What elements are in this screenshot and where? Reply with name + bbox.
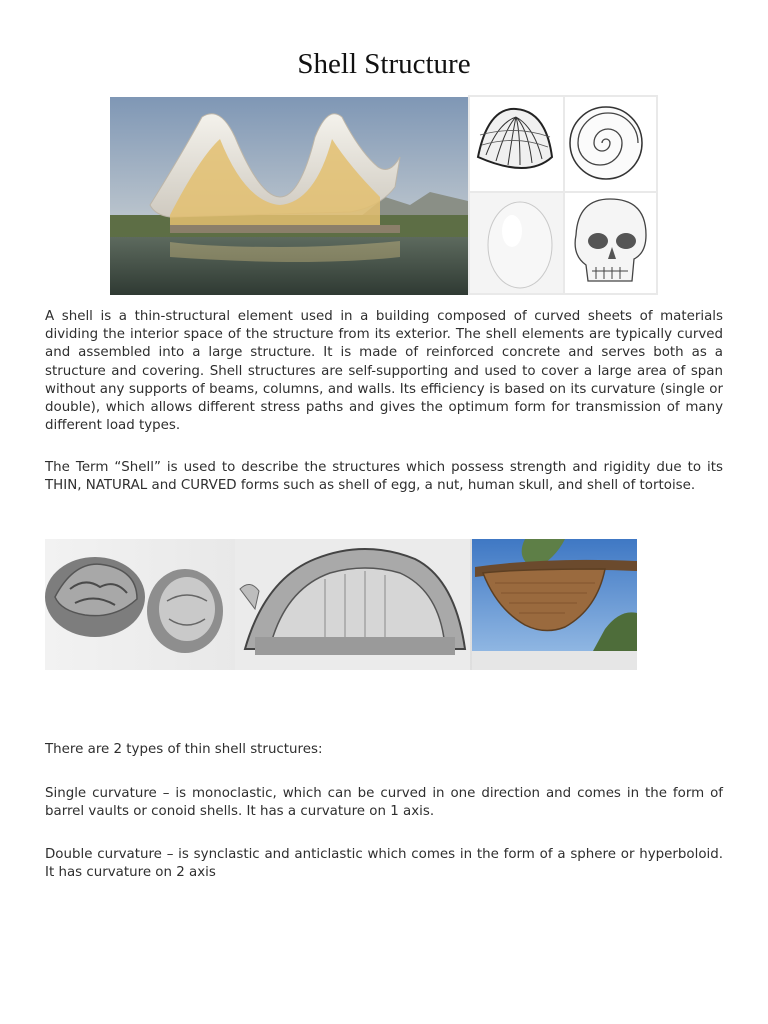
natural-shells-collage [468, 95, 658, 295]
natural-shells-strip [45, 539, 637, 670]
paragraph-double-curvature: Double curvature – is synclastic and anticlastic which comes in the form of a sphere or hyperboloid. It has curvature on 2 axis [45, 847, 723, 881]
paragraph-types-intro: There are 2 types of thin shell structures: [45, 742, 323, 757]
paragraph-definition: A shell is a thin-structural element used in a building composed of curved sheets of materials dividing the interior space of the structure from its exterior. The shell elements are typically curved and assembled into a large structure. It is made of reinforced concrete and serves both as a structure and covering. Shell structures are self-supporting and used to cover a large area of span without any supports of beams, columns, and walls. Its efficiency is based on its curvature (single or double), which allows different stress paths and gives the optimum form for transmission of many different load types. [45, 309, 723, 434]
paragraph-single-curvature: Single curvature – is monoclastic, which can be curved in one direction and comes in the form of barrel vaults or conoid shells. It has a curvature on 1 axis. [45, 786, 723, 820]
page-title: Shell Structure [297, 48, 471, 80]
building-shell-photo [110, 97, 468, 295]
paragraph-term-shell: The Term “Shell” is used to describe the structures which possess strength and rigidity due to its THIN, NATURAL and CURVED forms such as shell of egg, a nut, human skull, and shell of tortoise. [45, 460, 723, 494]
